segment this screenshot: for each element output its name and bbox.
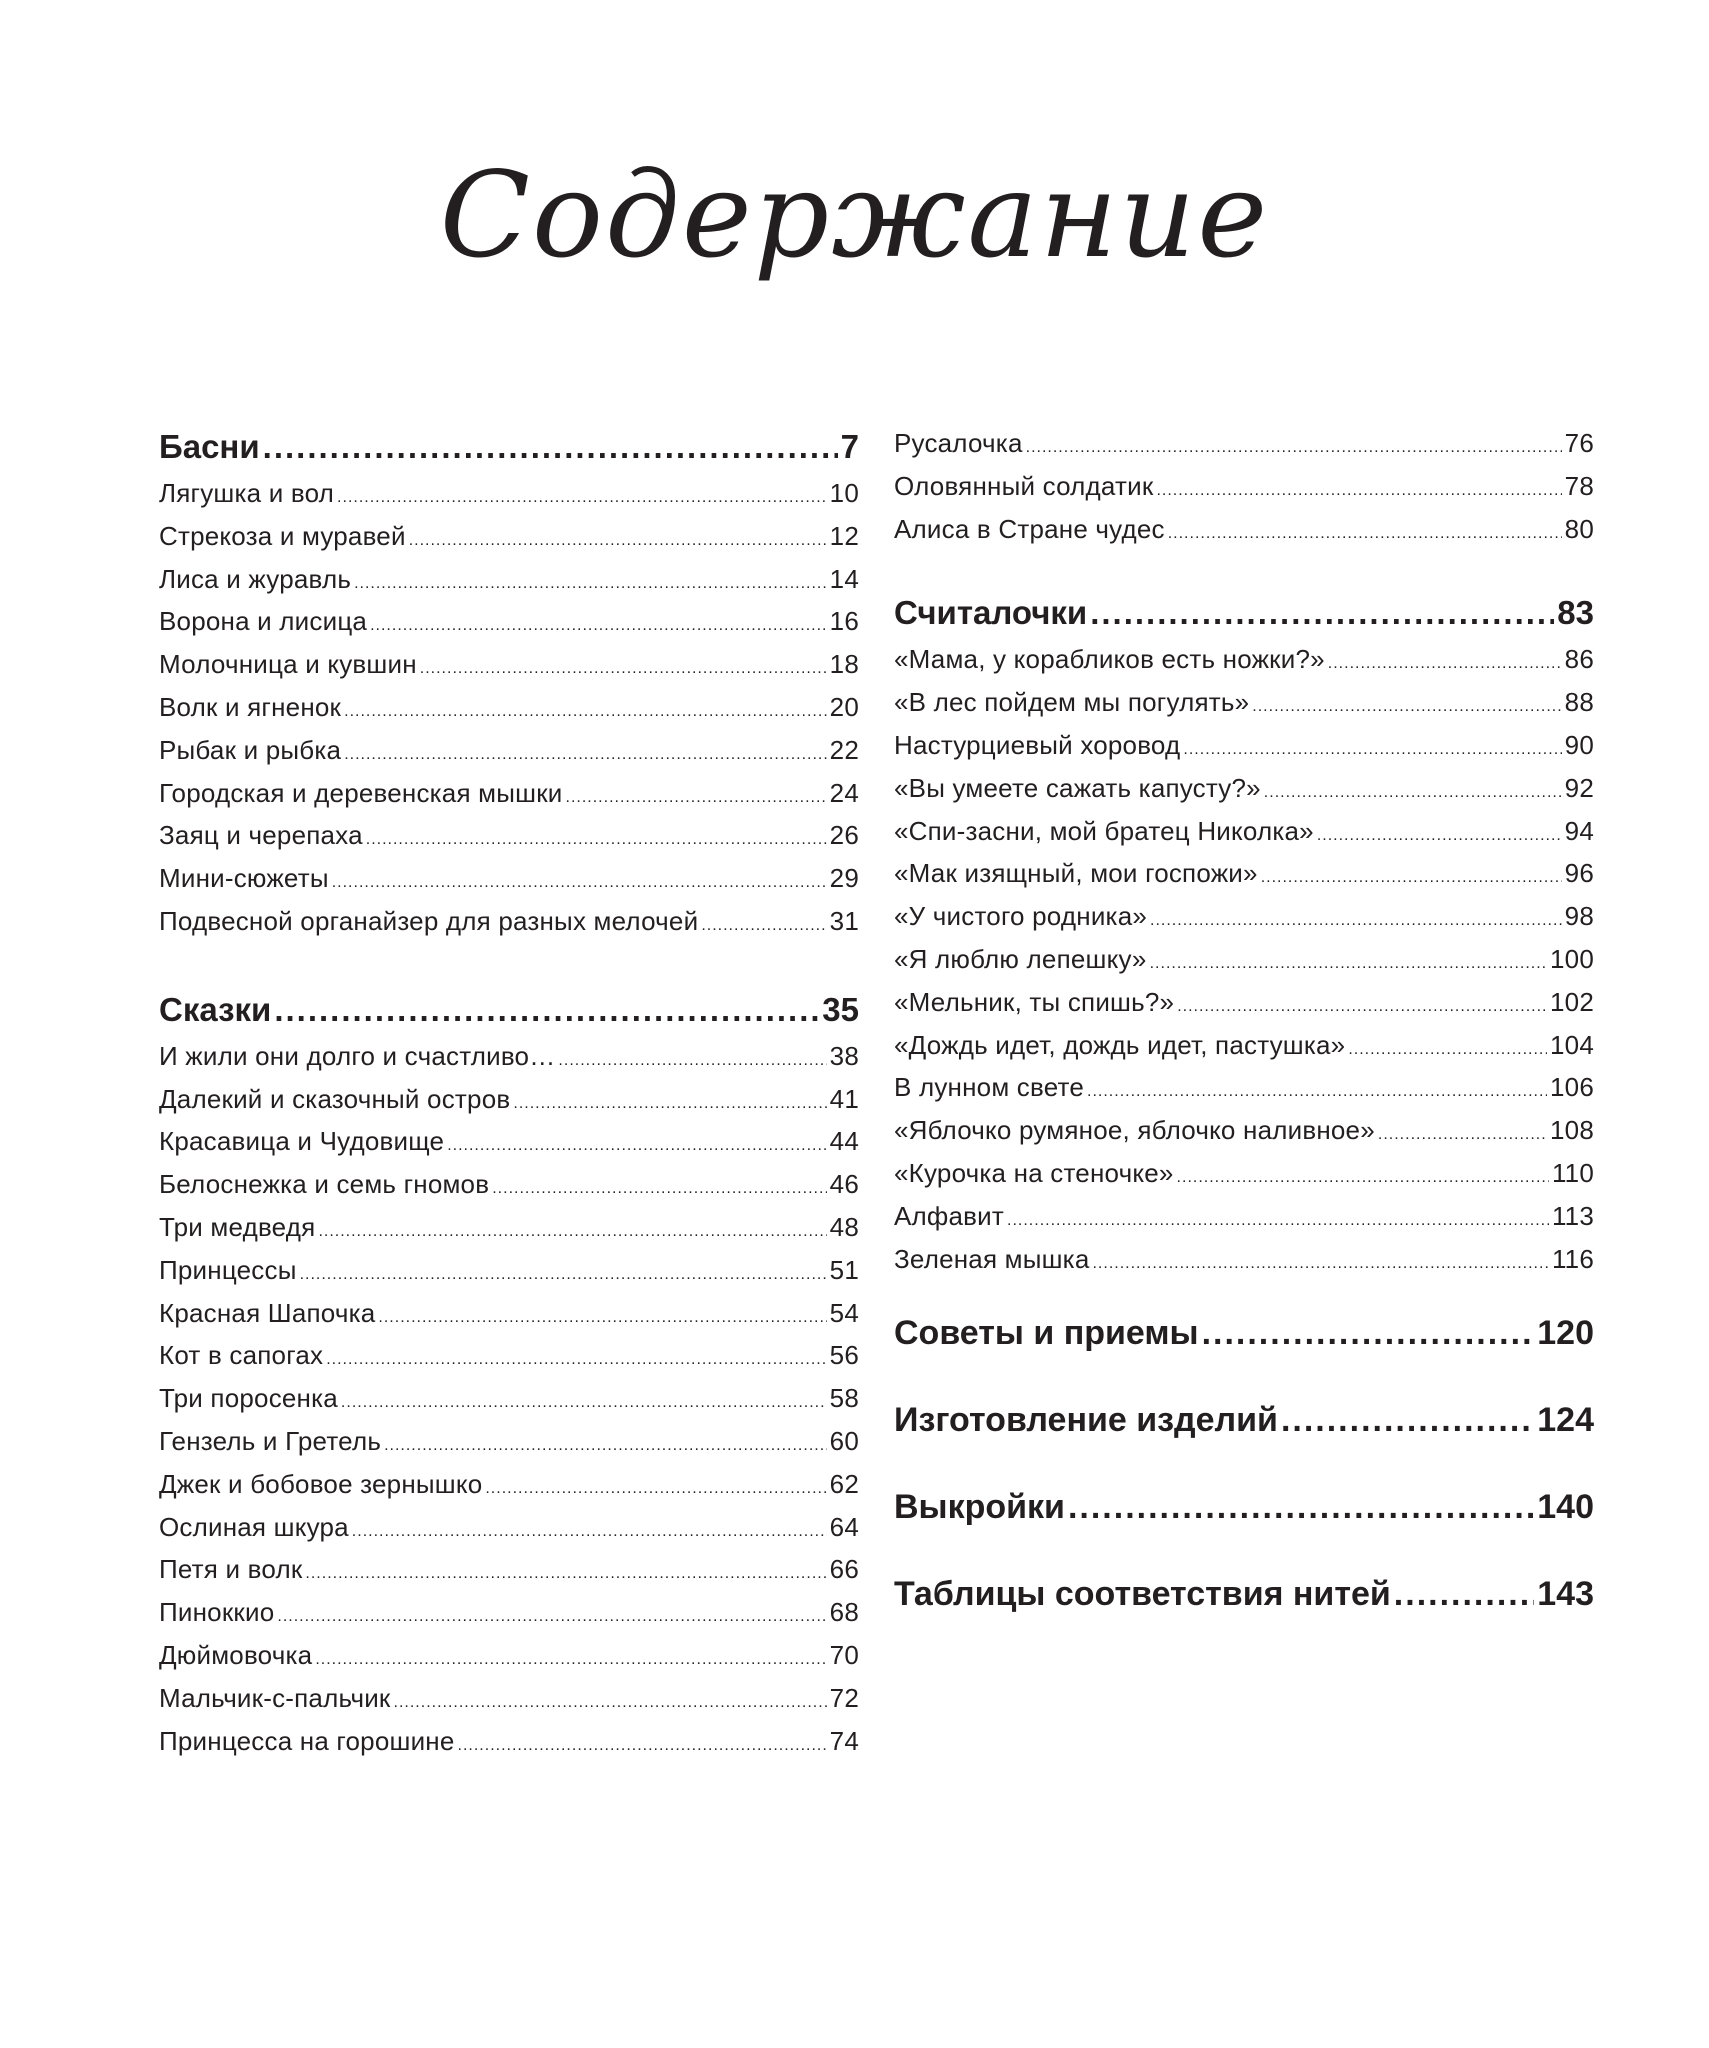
dot-leader	[344, 735, 826, 766]
dot-leader	[458, 1726, 827, 1757]
dot-leader	[1092, 1244, 1548, 1275]
dot-leader	[1150, 901, 1562, 932]
entry-page: 66	[829, 1554, 859, 1585]
entry-title: Подвесной органайзер для разных мелочей	[159, 905, 699, 936]
entry-title: Дюймовочка	[159, 1639, 313, 1670]
entry-title: Мини-сюжеты	[159, 863, 329, 894]
dot-leader	[1087, 1072, 1547, 1103]
toc-entry[interactable]	[159, 1726, 859, 1769]
entry-page: 92	[1564, 772, 1594, 803]
entry-title: Красная Шапочка	[159, 1297, 376, 1328]
entry-page: 94	[1564, 815, 1594, 846]
toc-entry[interactable]	[159, 1683, 859, 1726]
dot-leader	[263, 428, 838, 466]
toc-entry[interactable]	[159, 649, 859, 692]
chapter-page: 140	[1537, 1488, 1594, 1527]
entry-page: 62	[829, 1468, 859, 1499]
dot-leader	[315, 1640, 826, 1671]
dot-leader	[274, 991, 819, 1029]
entry-title: Алфавит	[894, 1200, 1005, 1231]
dot-leader	[366, 820, 827, 851]
entry-title: «Яблочко румяное, яблочко наливное»	[894, 1115, 1375, 1146]
toc-entry[interactable]	[159, 1169, 859, 1212]
dot-leader	[378, 1298, 826, 1329]
entry-title: Волк и ягненок	[159, 691, 342, 722]
entry-title: «Курочка на стеночке»	[894, 1157, 1174, 1188]
entry-page: 20	[829, 691, 859, 722]
entry-page: 18	[829, 649, 859, 680]
toc-entry[interactable]	[894, 1201, 1594, 1244]
entry-page: 100	[1550, 943, 1594, 974]
toc-entry[interactable]	[894, 687, 1594, 730]
dot-leader	[1252, 687, 1561, 718]
entry-page: 60	[829, 1425, 859, 1456]
toc-entry[interactable]	[159, 606, 859, 649]
chapter-page: 143	[1537, 1575, 1594, 1614]
entry-title: Алиса в Стране чудес	[894, 513, 1165, 544]
entry-title: Кот в сапогах	[159, 1340, 324, 1371]
entry-page: 24	[829, 777, 859, 808]
entry-title: Молочница и кувшин	[159, 649, 417, 680]
entry-title: Стрекоза и муравей	[159, 520, 406, 551]
dot-leader	[1202, 1314, 1535, 1353]
dot-leader	[1348, 1030, 1547, 1061]
entry-page: 10	[829, 478, 859, 508]
entry-page: 22	[829, 734, 859, 765]
toc-section-skazki[interactable]	[159, 991, 859, 1041]
toc-entry[interactable]	[159, 906, 859, 949]
dot-leader	[1177, 987, 1547, 1018]
dot-leader	[1394, 1575, 1534, 1614]
toc-entry[interactable]	[894, 1244, 1594, 1287]
entry-title: Далекий и сказочный остров	[159, 1083, 511, 1114]
dot-leader	[1068, 1488, 1534, 1527]
toc-entry[interactable]	[159, 1255, 859, 1298]
dot-leader	[341, 1383, 827, 1414]
entry-page: 12	[829, 520, 859, 551]
section-page: 83	[1557, 594, 1594, 632]
entry-title: И жили они долго и счастливо…	[159, 1040, 556, 1071]
entry-title: «Мама, у корабликов есть ножки?»	[894, 644, 1325, 675]
dot-leader	[332, 863, 827, 894]
dot-leader	[1281, 1401, 1534, 1440]
dot-leader	[420, 649, 827, 680]
entry-title: Лиса и журавль	[159, 563, 352, 594]
entry-page: 68	[829, 1597, 859, 1628]
chapter-page: 120	[1537, 1314, 1594, 1353]
entry-title: Принцессы	[159, 1254, 297, 1285]
section-title: Басни	[159, 428, 260, 465]
dot-leader	[354, 564, 827, 595]
entry-title: Гензель и Гретель	[159, 1425, 382, 1456]
entry-title: Зеленая мышка	[894, 1243, 1090, 1274]
entry-title: Три поросенка	[159, 1383, 338, 1414]
entry-title: Городская и деревенская мышки	[159, 777, 563, 808]
dot-leader	[370, 606, 827, 637]
toc-entries-schitalochki	[894, 644, 1594, 1286]
toc-entry[interactable]	[159, 735, 859, 778]
dot-leader	[384, 1426, 827, 1457]
entry-title: «Мельник, ты спишь?»	[894, 986, 1175, 1017]
entry-title: Лягушка и вол	[159, 478, 335, 508]
entry-title: «Спи-засни, мой братец Николка»	[894, 815, 1314, 846]
entry-page: 90	[1564, 729, 1594, 760]
dot-leader	[558, 1041, 826, 1072]
entry-title: «Вы умеете сажать капусту?»	[894, 772, 1261, 803]
section-page: 7	[840, 428, 859, 465]
section-title: Сказки	[159, 990, 272, 1028]
toc-left-column	[159, 428, 859, 1768]
entry-page: 41	[829, 1083, 859, 1114]
entry-page: 31	[829, 905, 859, 936]
entry-page: 29	[829, 863, 859, 894]
dot-leader	[1264, 773, 1562, 804]
dot-leader	[305, 1554, 826, 1585]
dot-leader	[409, 521, 827, 552]
toc-entry[interactable]	[894, 1072, 1594, 1115]
entry-page: 86	[1564, 644, 1594, 675]
toc-entries-continued	[894, 428, 1594, 556]
entry-page: 78	[1564, 470, 1594, 501]
entry-page: 72	[829, 1682, 859, 1713]
entry-title: «Я люблю лепешку»	[894, 943, 1147, 974]
dot-leader	[1168, 514, 1562, 545]
entry-page: 51	[829, 1254, 859, 1285]
entry-title: «В лес пойдем мы погулять»	[894, 687, 1250, 718]
dot-leader	[1183, 730, 1561, 761]
entry-title: Оловянный солдатик	[894, 470, 1154, 501]
entry-page: 108	[1550, 1115, 1594, 1146]
dot-leader	[1090, 594, 1554, 632]
toc-section-schitalochki[interactable]	[894, 594, 1594, 644]
entry-page: 58	[829, 1383, 859, 1414]
dot-leader	[326, 1340, 826, 1371]
entry-page: 74	[829, 1725, 859, 1756]
entry-title: Пиноккио	[159, 1597, 275, 1628]
toc-entry[interactable]	[159, 1126, 859, 1169]
entry-page: 14	[829, 563, 859, 594]
entry-title: Ослиная шкура	[159, 1511, 349, 1542]
entry-title: Рыбак и рыбка	[159, 734, 342, 765]
dot-leader	[277, 1597, 826, 1628]
dot-leader	[300, 1255, 827, 1286]
toc-entry[interactable]	[159, 1298, 859, 1341]
dot-leader	[318, 1212, 826, 1243]
entry-page: 16	[829, 606, 859, 637]
toc-entry[interactable]	[894, 730, 1594, 773]
toc-entry[interactable]	[894, 944, 1594, 987]
dot-leader	[492, 1169, 826, 1200]
toc-entry[interactable]	[159, 820, 859, 863]
entry-page: 102	[1550, 986, 1594, 1017]
toc-entry[interactable]	[894, 816, 1594, 859]
entry-page: 116	[1551, 1243, 1594, 1274]
dot-leader	[513, 1084, 826, 1115]
spacer	[894, 556, 1594, 594]
toc-entry[interactable]	[159, 778, 859, 821]
entry-page: 96	[1564, 858, 1594, 889]
entry-page: 106	[1550, 1072, 1594, 1103]
dot-leader	[352, 1512, 827, 1543]
toc-entry[interactable]	[894, 1158, 1594, 1201]
chapter-page: 124	[1537, 1401, 1594, 1440]
entry-page: 80	[1564, 513, 1594, 544]
dot-leader	[337, 478, 827, 509]
entry-title: Белоснежка и семь гномов	[159, 1169, 490, 1200]
entry-page: 38	[829, 1040, 859, 1071]
spacer	[894, 1286, 1594, 1314]
entry-page: 110	[1551, 1157, 1594, 1188]
entry-page: 98	[1564, 901, 1594, 932]
dot-leader	[566, 778, 827, 809]
entry-page: 70	[829, 1639, 859, 1670]
toc-entry[interactable]	[159, 521, 859, 564]
toc-entry[interactable]	[159, 1640, 859, 1683]
entry-title: Красавица и Чудовище	[159, 1126, 445, 1157]
toc-entry[interactable]	[159, 1512, 859, 1555]
entry-title: Принцесса на горошине	[159, 1725, 455, 1756]
chapter-title: Советы и приемы	[894, 1314, 1199, 1353]
toc-right-column	[894, 428, 1594, 1662]
dot-leader	[1261, 858, 1562, 889]
entry-page: 54	[829, 1297, 859, 1328]
entry-page: 64	[829, 1511, 859, 1542]
entry-title: «Мак изящный, мои госпожи»	[894, 858, 1258, 889]
toc-entry[interactable]	[159, 1469, 859, 1512]
entry-title: В лунном свете	[894, 1072, 1085, 1103]
toc-entries-basni	[159, 478, 859, 949]
toc-entry[interactable]	[159, 1383, 859, 1426]
toc-entry[interactable]	[159, 564, 859, 607]
dot-leader	[1328, 644, 1562, 675]
dot-leader	[1177, 1158, 1549, 1189]
entry-title: Джек и бобовое зернышко	[159, 1468, 483, 1499]
toc-entry[interactable]	[159, 692, 859, 735]
section-title: Считалочки	[894, 594, 1088, 632]
spacer	[159, 949, 859, 991]
entry-title: «У чистого родника»	[894, 901, 1148, 932]
entry-page: 76	[1564, 428, 1594, 458]
dot-leader	[1317, 816, 1562, 847]
toc-entry[interactable]	[894, 644, 1594, 687]
entry-title: Петя и волк	[159, 1554, 303, 1585]
entry-title: Три медведя	[159, 1211, 316, 1242]
dot-leader	[1150, 944, 1547, 975]
chapter-title: Выкройки	[894, 1488, 1065, 1527]
toc-entries-skazki	[159, 1041, 859, 1769]
toc-entry[interactable]	[159, 1597, 859, 1640]
toc-entry[interactable]	[159, 1340, 859, 1383]
dot-leader	[344, 692, 827, 723]
entry-title: Настурциевый хоровод	[894, 729, 1181, 760]
entry-page: 46	[829, 1169, 859, 1200]
toc-entry[interactable]	[159, 1554, 859, 1597]
toc-chapter-tips[interactable]	[894, 1314, 1594, 1401]
toc-entry[interactable]	[894, 1030, 1594, 1073]
toc-entry[interactable]	[894, 773, 1594, 816]
entry-title: «Дождь идет, дождь идет, пастушка»	[894, 1029, 1346, 1060]
entry-page: 48	[829, 1211, 859, 1242]
entry-page: 44	[829, 1126, 859, 1157]
entry-page: 56	[829, 1340, 859, 1371]
toc-entry[interactable]	[894, 858, 1594, 901]
page-title: Содержание	[439, 146, 1270, 284]
entry-page: 104	[1550, 1029, 1594, 1060]
toc-entry[interactable]	[159, 863, 859, 906]
chapter-title: Изготовление изделий	[894, 1401, 1278, 1440]
entry-page: 26	[829, 820, 859, 851]
toc-entry[interactable]	[159, 1212, 859, 1255]
entry-page: 88	[1564, 687, 1594, 718]
toc-entry[interactable]	[159, 478, 859, 521]
toc-section-basni[interactable]	[159, 428, 859, 478]
toc-chapter-thread-tables[interactable]	[894, 1575, 1594, 1662]
dot-leader	[485, 1469, 826, 1500]
toc-entry[interactable]	[894, 428, 1594, 471]
chapter-title: Таблицы соответствия нитей	[894, 1575, 1391, 1614]
dot-leader	[394, 1683, 827, 1714]
section-page: 35	[822, 990, 859, 1028]
dot-leader	[701, 906, 826, 937]
entry-title: Заяц и черепаха	[159, 820, 363, 851]
dot-leader	[1007, 1201, 1549, 1232]
toc-entry[interactable]	[159, 1041, 859, 1084]
toc-entry[interactable]	[894, 901, 1594, 944]
dot-leader	[1156, 471, 1561, 502]
toc-entry[interactable]	[159, 1084, 859, 1127]
dot-leader	[1026, 428, 1562, 459]
entry-title: Ворона и лисица	[159, 606, 368, 637]
toc-chapter-making[interactable]	[894, 1401, 1594, 1488]
toc-entry[interactable]	[894, 987, 1594, 1030]
toc-entry[interactable]	[894, 514, 1594, 557]
dot-leader	[447, 1126, 826, 1157]
entry-title: Мальчик-с-пальчик	[159, 1682, 391, 1713]
toc-entry[interactable]	[159, 1426, 859, 1469]
toc-entry[interactable]	[894, 471, 1594, 514]
dot-leader	[1378, 1115, 1547, 1146]
toc-entry[interactable]	[894, 1115, 1594, 1158]
entry-title: Русалочка	[894, 428, 1023, 458]
entry-page: 113	[1551, 1200, 1594, 1231]
toc-chapter-patterns[interactable]	[894, 1488, 1594, 1575]
